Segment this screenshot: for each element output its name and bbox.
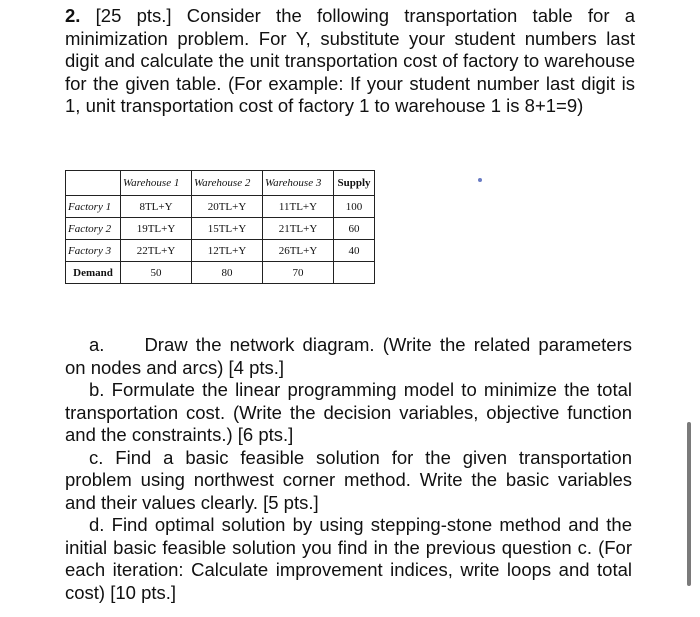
header-warehouse-2: Warehouse 2 (192, 171, 263, 196)
row-label: Factory 2 (66, 218, 121, 240)
header-warehouse-3: Warehouse 3 (263, 171, 334, 196)
question-body: [25 pts.] Consider the following transportation table for a minimization problem. For Y, substitute your student numbers last digit and calculate the unit transportation cost of factory to warehouse for the given table. (For example: If your student number last digit is 1, unit transportation cost of factory 1 to warehouse 1 is 8+1=9) (65, 5, 636, 116)
empty-cell (334, 262, 375, 284)
part-label: c. (89, 446, 104, 468)
question-text (65, 5, 635, 118)
cost-cell: 20TL+Y (192, 196, 263, 218)
part-a (65, 334, 632, 379)
cost-cell: 12TL+Y (192, 240, 263, 262)
header-cell-empty (66, 171, 121, 196)
demand-cell: 80 (192, 262, 263, 284)
demand-cell: 70 (263, 262, 334, 284)
row-label: Factory 3 (66, 240, 121, 262)
part-label: d. (89, 514, 105, 535)
part-label: a. (89, 334, 105, 355)
demand-row (66, 262, 375, 284)
part-c (65, 447, 632, 515)
scrollbar[interactable] (687, 422, 691, 586)
table-row (66, 196, 375, 218)
part-d (65, 514, 632, 604)
header-supply: Supply (334, 171, 375, 196)
table-header-row (66, 171, 375, 196)
cost-cell: 15TL+Y (192, 218, 263, 240)
part-text: Draw the network diagram. (Write the related parameters on nodes and arcs) [4 pts.] (65, 334, 632, 378)
supply-cell: 40 (334, 240, 375, 262)
cost-cell: 21TL+Y (263, 218, 334, 240)
supply-cell: 60 (334, 218, 375, 240)
question-parts (65, 334, 632, 604)
question-number: 2. (65, 5, 81, 26)
part-label: b. (89, 379, 105, 400)
supply-cell: 100 (334, 196, 375, 218)
part-text: Find a basic feasible solution for the given transportation problem using northwest corner method. Write the basic variables and their values clearly. [5 pts.] (65, 446, 632, 513)
demand-label: Demand (66, 262, 121, 284)
header-warehouse-1: Warehouse 1 (121, 171, 192, 196)
cost-cell: 8TL+Y (121, 196, 192, 218)
part-text: Find optimal solution by using stepping-stone method and the initial basic feasible solution you find in the previous question c. (For each iteration: Calculate improvement indices, write loops and total cost) [10 pts.] (65, 514, 632, 603)
cost-cell: 19TL+Y (121, 218, 192, 240)
cost-cell: 22TL+Y (121, 240, 192, 262)
decorative-dot (478, 178, 482, 182)
table-row (66, 240, 375, 262)
table-row (66, 218, 375, 240)
row-label: Factory 1 (66, 196, 121, 218)
demand-cell: 50 (121, 262, 192, 284)
part-text: Formulate the linear programming model to minimize the total transportation cost. (Write the decision variables, objective function and the constraints.) [6 pts.] (65, 379, 633, 445)
cost-cell: 11TL+Y (263, 196, 334, 218)
cost-cell: 26TL+Y (263, 240, 334, 262)
part-b (65, 379, 632, 447)
transportation-table (65, 170, 375, 284)
